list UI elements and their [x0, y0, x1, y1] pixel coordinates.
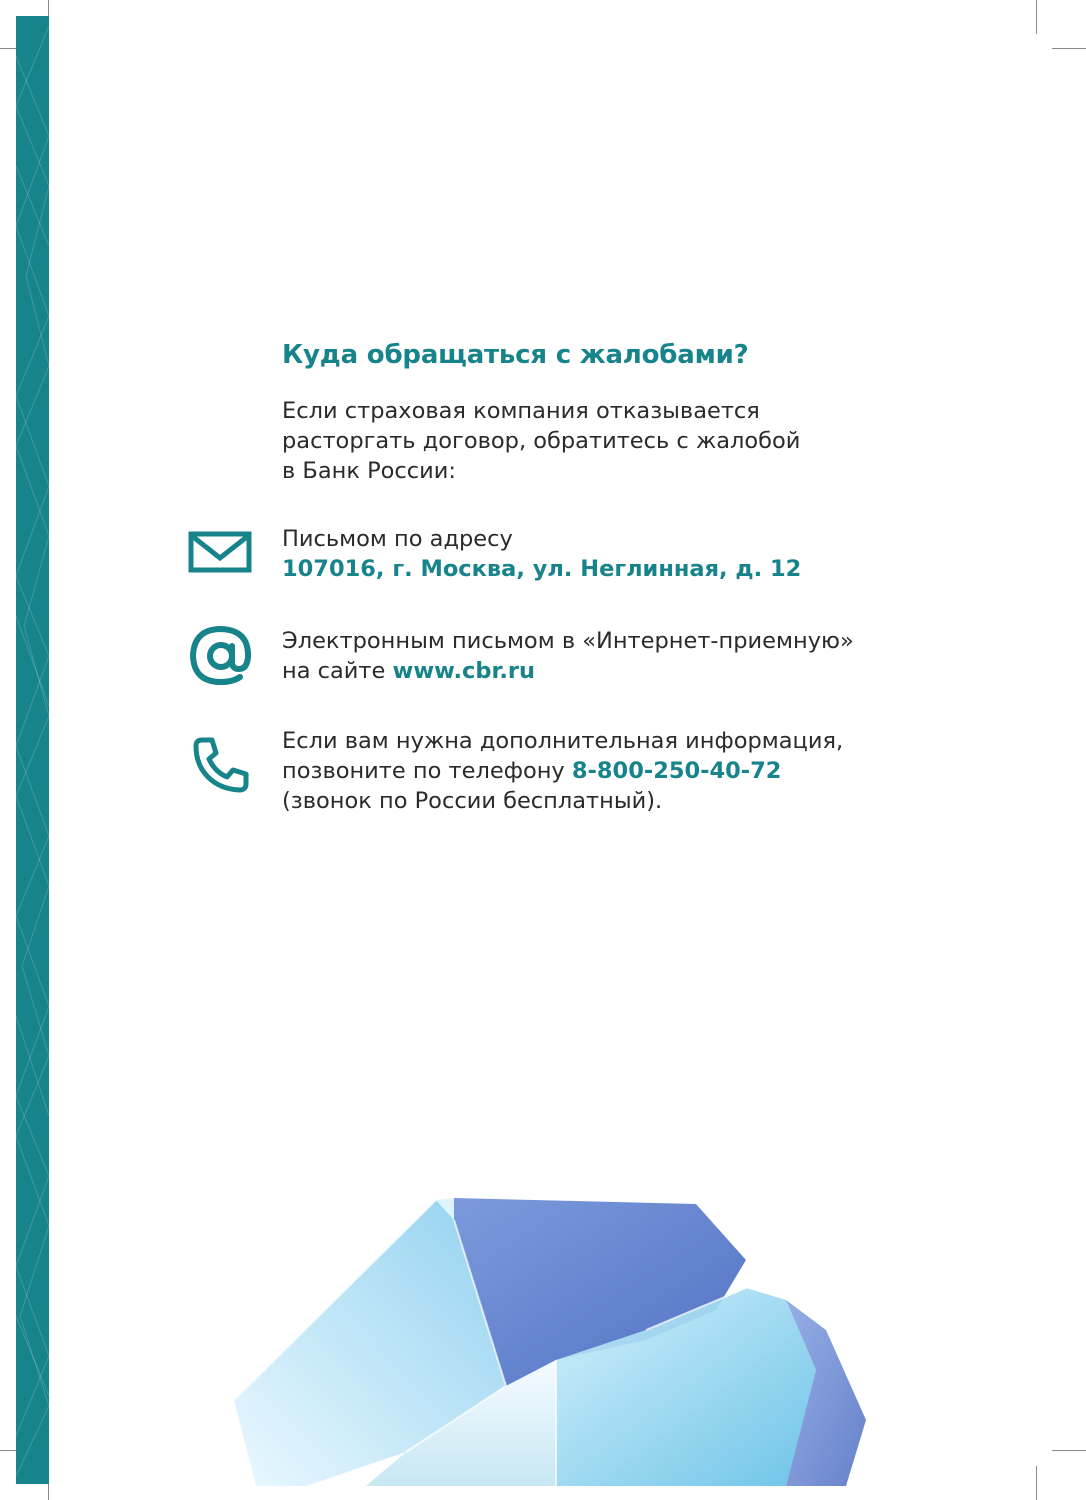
crystal-illustration	[226, 1190, 876, 1486]
sidebar-pattern	[16, 16, 49, 1484]
crop-mark	[1052, 48, 1086, 49]
phone-number[interactable]: 8-800-250-40-72	[571, 758, 782, 784]
web-site-line	[282, 656, 982, 686]
phone-contact	[282, 726, 982, 816]
web-line: Электронным письмом в «Интернет-приемную»	[282, 628, 854, 654]
phone-icon	[192, 736, 250, 794]
intro-text	[282, 396, 902, 486]
mail-label: Письмом по адресу	[282, 526, 513, 552]
mail-address: 107016, г. Москва, ул. Неглинная, д. 12	[282, 556, 802, 582]
crop-mark	[1052, 1450, 1086, 1451]
envelope-icon	[188, 531, 252, 573]
phone-prefix: позвоните по телефону	[282, 758, 572, 784]
decorative-sidebar	[16, 16, 49, 1484]
web-prefix: на сайте	[282, 658, 393, 684]
intro-line: Если страховая компания отказывается	[282, 398, 760, 424]
phone-line: Если вам нужна дополнительная информация,	[282, 728, 844, 754]
page-title: Куда обращаться с жалобами?	[282, 340, 749, 370]
phone-note: (звонок по России бесплатный).	[282, 788, 663, 814]
crop-mark	[1036, 0, 1037, 34]
mail-contact	[282, 524, 982, 584]
phone-number-line	[282, 756, 982, 786]
website-link[interactable]: www.cbr.ru	[392, 658, 536, 684]
crop-mark	[1036, 1466, 1037, 1500]
web-contact	[282, 626, 982, 686]
intro-line: расторгать договор, обратитесь с жалобой	[282, 428, 801, 454]
intro-line: в Банк России:	[282, 458, 456, 484]
at-sign-icon	[189, 624, 253, 686]
